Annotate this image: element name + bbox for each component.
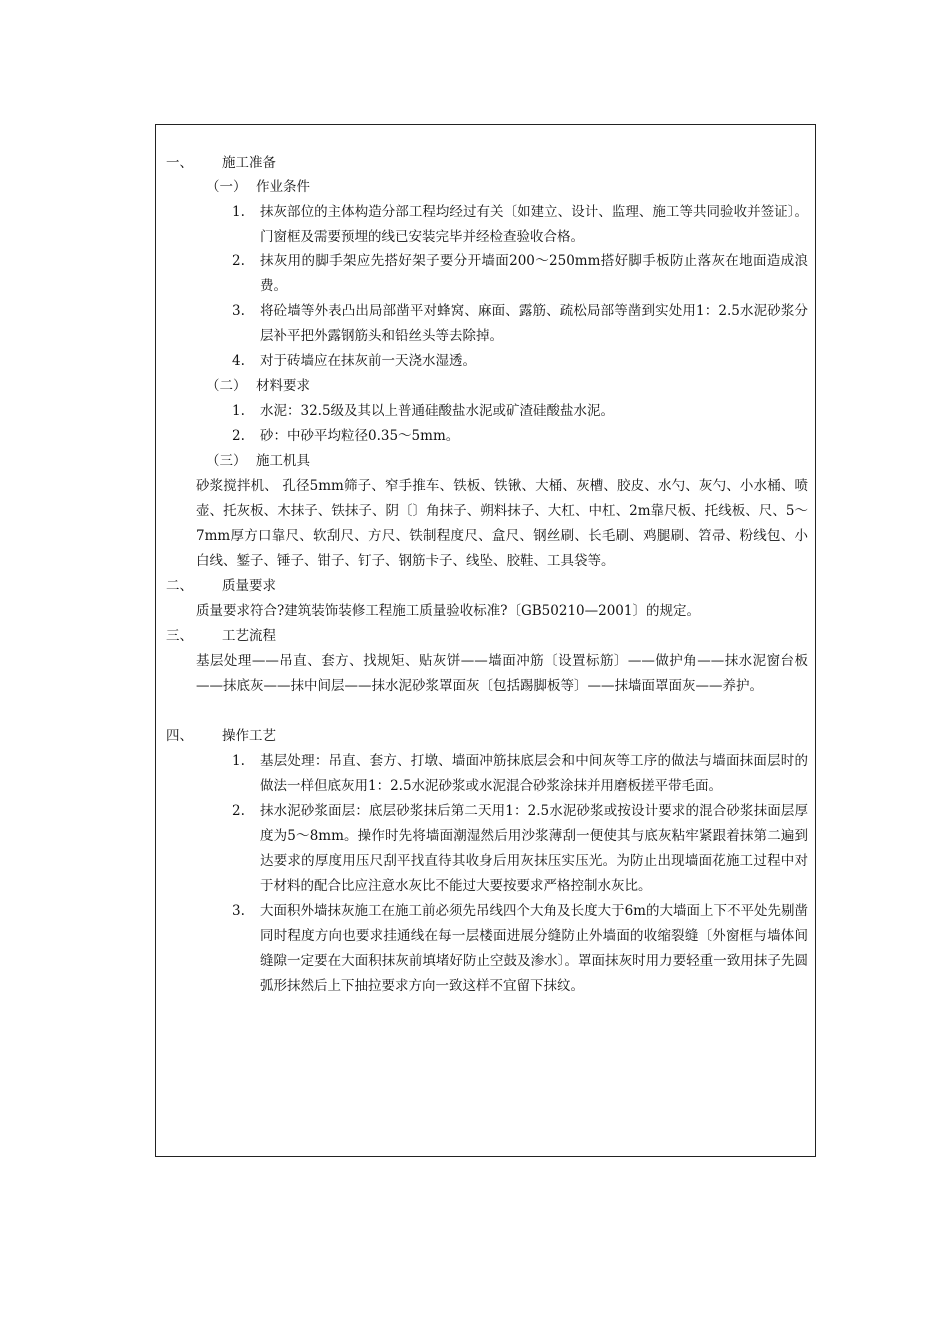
subsection-number: （一）: [206, 179, 247, 195]
section-number: 四、: [166, 728, 193, 744]
item-number: 2.: [232, 253, 245, 269]
section-title: 施工准备: [222, 155, 276, 171]
paragraph-text: 质量要求符合?建筑装饰装修工程施工质量验收标准?〔GB50210—2001〕的规定。: [196, 603, 700, 619]
item-text: 抹灰用的脚手架应先搭好架子要分开墙面200～250mm搭好脚手板防止落灰在地面造成浪费。: [260, 253, 808, 294]
item-number: 4.: [232, 353, 245, 369]
section-title: 质量要求: [222, 578, 276, 594]
subsection-title: 施工机具: [256, 453, 310, 469]
item-text: 将砼墙等外表凸出局部凿平对蜂窝、麻面、露筋、疏松局部等凿到实处用1：2.5水泥砂浆分层补平把外露钢筋头和铅丝头等去除掉。: [260, 303, 808, 344]
item-number: 1.: [232, 204, 245, 220]
document-frame: [155, 124, 816, 1157]
section-number: 三、: [166, 628, 193, 644]
section-title: 工艺流程: [222, 628, 276, 644]
item-text: 对于砖墙应在抹灰前一天浇水湿透。: [260, 353, 476, 369]
subsection-number: （二）: [206, 378, 247, 394]
item-text: 砂：中砂平均粒径0.35～5mm。: [260, 428, 460, 444]
item-number: 1.: [232, 403, 245, 419]
item-text: 大面积外墙抹灰施工在施工前必须先吊线四个大角及长度大于6m的大墙面上下不平处先剔凿同时程度方向也要求挂通线在每一层楼面进展分缝防止外墙面的收缩裂缝〔外窗框与墙体间缝隙一定要在大面积抹灰前填堵好防止空鼓及渗水〕。罩面抹灰时用力要轻重一致用抹子先圆弧形抹然后上下抽拉要求方向一致这样不宜留下抹纹。: [260, 903, 808, 994]
item-number: 3.: [232, 903, 245, 919]
item-number: 3.: [232, 303, 245, 319]
subsection-title: 作业条件: [256, 179, 310, 195]
item-text: 水泥：32.5级及其以上普通硅酸盐水泥或矿渣硅酸盐水泥。: [260, 403, 615, 419]
subsection-number: （三）: [206, 453, 247, 469]
item-number: 1.: [232, 753, 245, 769]
section-number: 二、: [166, 578, 193, 594]
section-title: 操作工艺: [222, 728, 276, 744]
item-text: 抹水泥砂浆面层：底层砂浆抹后第二天用1：2.5水泥砂浆或按设计要求的混合砂浆抹面层厚度为5～8mm。操作时先将墙面潮湿然后用沙浆薄刮一便使其与底灰粘牢紧跟着抹第二遍到达要求的厚度用压尺刮平找直待其收身后用灰抹压实压光。为防止出现墙面花施工过程中对于材料的配合比应注意水灰比不能过大要按要求严格控制水灰比。: [260, 803, 808, 894]
item-number: 2.: [232, 428, 245, 444]
item-text: 抹灰部位的主体构造分部工程均经过有关〔如建立、设计、监理、施工等共同验收并签证〕。门窗框及需要预埋的线已安装完毕并经检查验收合格。: [260, 204, 808, 245]
item-text: 基层处理：吊直、套方、打墩、墙面冲筋抹底层会和中间灰等工序的做法与墙面抹面层时的做法一样但底灰用1：2.5水泥砂浆或水泥混合砂浆涂抹并用磨板搓平带毛面。: [260, 753, 808, 794]
paragraph-text: 基层处理——吊直、套方、找规矩、贴灰饼——墙面冲筋〔设置标筋〕——做护角——抹水泥窗台板——抹底灰——抹中间层——抹水泥砂浆罩面灰〔包括踢脚板等〕——抹墙面罩面灰——养护。: [196, 653, 808, 694]
paragraph-text: 砂浆搅拌机、 孔径5mm筛子、窄手推车、铁板、铁锹、大桶、灰槽、胶皮、水勺、灰勺、小水桶、喷壶、托灰板、木抹子、铁抹子、阴〔〕角抹子、朔料抹子、大杠、中杠、2m靠尺板、托线板、尺、5～7mm厚方口靠尺、软刮尺、方尺、铁制程度尺、盒尺、钢丝刷、长毛刷、鸡腿刷、笤帚、粉线包、小白线、錾子、锤子、钳子、钉子、钢筋卡子、线坠、胶鞋、工具袋等。: [196, 478, 808, 569]
subsection-title: 材料要求: [256, 378, 310, 394]
item-number: 2.: [232, 803, 245, 819]
section-number: 一、: [166, 155, 193, 171]
